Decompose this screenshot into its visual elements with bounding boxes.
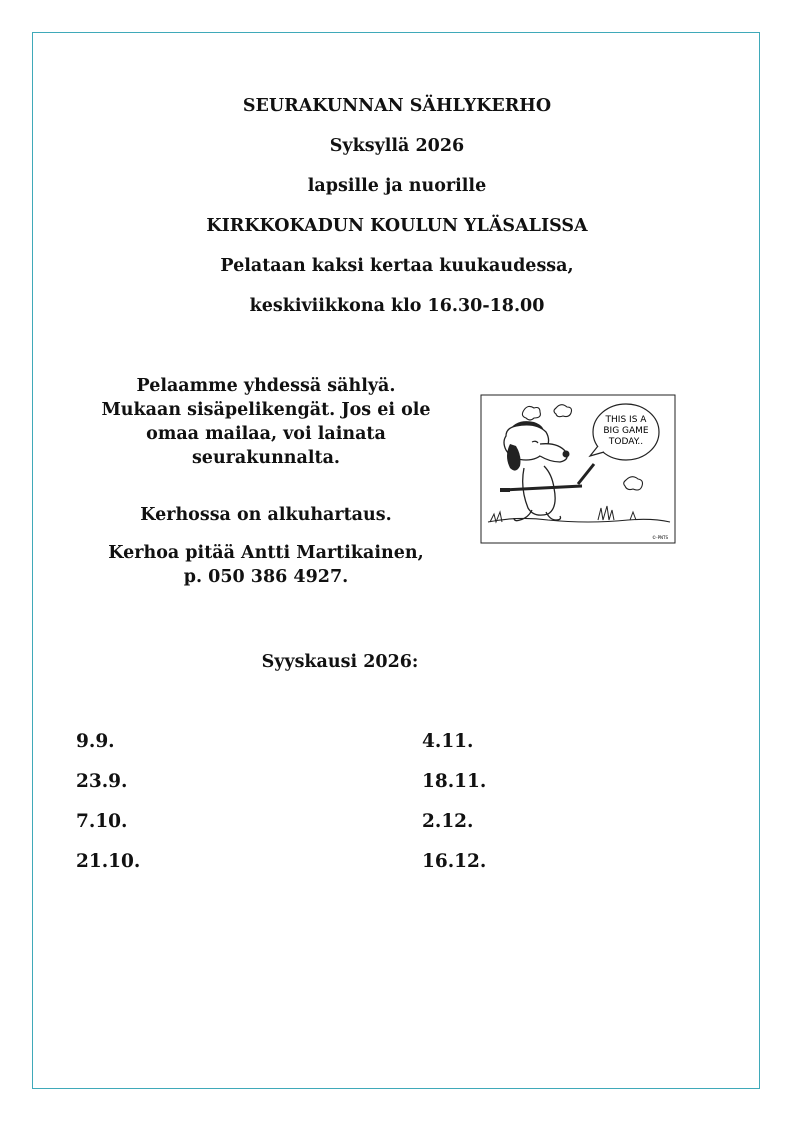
date-right-2: 18.11. bbox=[422, 771, 487, 792]
leader-name: Kerhoa pitää Antti Martikainen, bbox=[108, 543, 424, 563]
schedule-title: Syyskausi 2026: bbox=[261, 652, 419, 672]
info-line: Mukaan sisäpelikengät. Jos ei ole bbox=[101, 400, 431, 420]
bubble-text-1: THIS IS A bbox=[605, 415, 647, 425]
bubble-text-3: TODAY.. bbox=[608, 437, 644, 447]
date-left-4: 21.10. bbox=[76, 851, 141, 872]
info-paragraph bbox=[66, 374, 466, 470]
leader-phone: p. 050 386 4927. bbox=[183, 567, 349, 587]
location-line: KIRKKOKADUN KOULUN YLÄSALISSA bbox=[206, 216, 588, 236]
bubble-text-2: BIG GAME bbox=[603, 426, 649, 436]
date-right-4: 16.12. bbox=[422, 851, 487, 872]
date-left-2: 23.9. bbox=[76, 771, 128, 792]
snoopy-hockey-cartoon bbox=[480, 394, 676, 544]
devotion-note: Kerhossa on alkuhartaus. bbox=[140, 505, 392, 525]
frequency-line: Pelataan kaksi kertaa kuukaudessa, bbox=[220, 256, 574, 276]
club-title: SEURAKUNNAN SÄHLYKERHO bbox=[242, 96, 552, 116]
season-subtitle: Syksyllä 2026 bbox=[329, 136, 465, 156]
date-right-1: 4.11. bbox=[422, 731, 474, 752]
audience-line: lapsille ja nuorille bbox=[307, 176, 487, 196]
time-line: keskiviikkona klo 16.30-18.00 bbox=[249, 296, 545, 316]
info-line: Pelaamme yhdessä sählyä. bbox=[136, 376, 396, 396]
date-right-3: 2.12. bbox=[422, 811, 474, 832]
leader-contact bbox=[66, 541, 466, 589]
date-left-1: 9.9. bbox=[76, 731, 115, 752]
cartoon-credit: ©-PNTS bbox=[652, 535, 668, 540]
info-line: omaa mailaa, voi lainata bbox=[146, 424, 386, 444]
info-line: seurakunnalta. bbox=[191, 448, 341, 468]
date-left-3: 7.10. bbox=[76, 811, 128, 832]
